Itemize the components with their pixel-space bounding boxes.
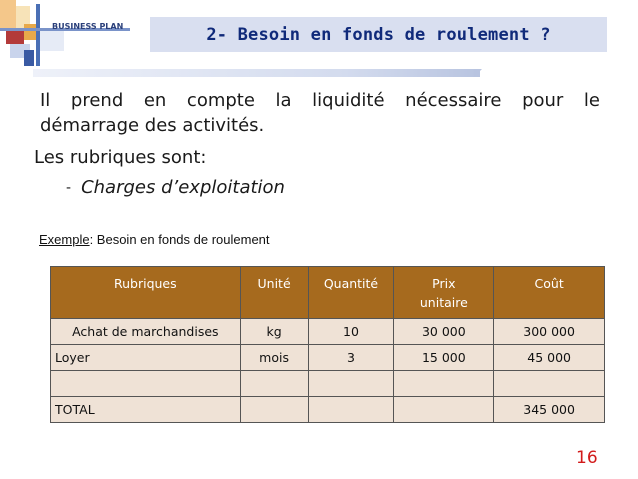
rubriques-intro: Les rubriques sont: [34, 147, 207, 168]
business-plan-logo [0, 0, 130, 66]
fonds-table [50, 266, 605, 423]
table-row-total [51, 397, 605, 423]
cell-cout: 345 000 [494, 397, 605, 423]
header-prix-line1: Prix [432, 276, 456, 291]
paragraph-word: le [583, 90, 600, 111]
header-unite: Unité [240, 267, 308, 319]
cell-prix [394, 371, 494, 397]
cell-quantite [308, 371, 394, 397]
cell-quantite: 3 [308, 345, 394, 371]
paragraph-word: nécessaire [405, 90, 502, 111]
header-rubriques: Rubriques [51, 267, 241, 319]
example-caption [39, 232, 270, 247]
decorative-stripe-cap [474, 69, 482, 77]
paragraph-line-1 [40, 88, 600, 113]
cell-prix: 30 000 [394, 319, 494, 345]
table-header-row [51, 267, 605, 319]
paragraph-word: la [275, 90, 292, 111]
cell-quantite: 10 [308, 319, 394, 345]
header-cout: Coût [494, 267, 605, 319]
paragraph-line-2: démarrage des activités. [40, 115, 265, 136]
cell-rubrique: Achat de marchandises [51, 319, 241, 345]
title-bar [150, 17, 607, 52]
cell-rubrique: Loyer [51, 345, 241, 371]
cell-unite [240, 371, 308, 397]
table-row [51, 319, 605, 345]
cell-cout [494, 371, 605, 397]
header-prix-line2: unitaire [419, 295, 468, 310]
cell-cout: 45 000 [494, 345, 605, 371]
cell-prix [394, 397, 494, 423]
table-row [51, 345, 605, 371]
cell-quantite [308, 397, 394, 423]
header-quantite: Quantité [308, 267, 394, 319]
paragraph-word: Il [40, 90, 51, 111]
cell-cout: 300 000 [494, 319, 605, 345]
example-text: : Besoin en fonds de roulement [89, 232, 270, 247]
bullet-dash: - [66, 180, 72, 196]
bullet-text: Charges d’exploitation [81, 177, 285, 198]
cell-unite: kg [240, 319, 308, 345]
page-number: 16 [576, 448, 598, 468]
cell-unite [240, 397, 308, 423]
bullet-item [66, 177, 285, 198]
paragraph-word: compte [186, 90, 255, 111]
slide-title: 2- Besoin en fonds de roulement ? [206, 24, 551, 45]
decorative-stripe [33, 69, 480, 77]
paragraph-word: prend [70, 90, 124, 111]
cell-rubrique: TOTAL [51, 397, 241, 423]
example-label: Exemple [39, 232, 90, 247]
cell-unite: mois [240, 345, 308, 371]
cell-rubrique [51, 371, 241, 397]
cell-prix: 15 000 [394, 345, 494, 371]
paragraph-word: liquidité [312, 90, 385, 111]
header-prix-unitaire [394, 267, 494, 319]
paragraph-word: pour [522, 90, 564, 111]
logo-text: BUSINESS PLAN [52, 22, 124, 31]
table-row [51, 371, 605, 397]
logo-graphic-icon [0, 0, 130, 66]
intro-paragraph [40, 88, 600, 138]
paragraph-word: en [143, 90, 167, 111]
